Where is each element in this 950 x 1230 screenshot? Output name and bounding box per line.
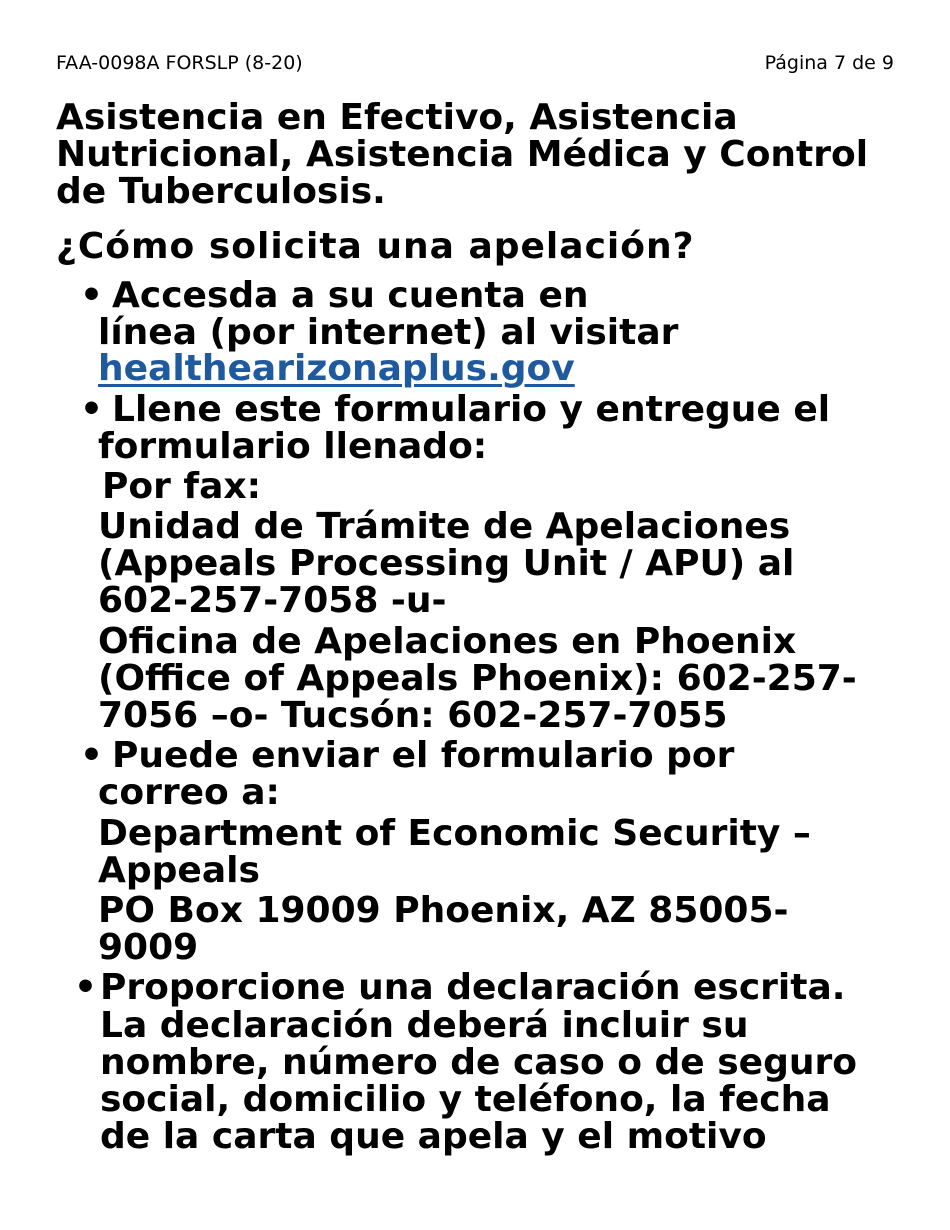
apu-fax-text: (Appeals Processing Unit / APU) al (98, 543, 795, 584)
mail-address-line: PO Box 19009 Phoenix, AZ 85005- (98, 890, 789, 931)
title-line: Nutricional, Asistencia Médica y Control (56, 134, 869, 175)
online-item-text: Accesda a su cuenta en (112, 275, 589, 316)
bullet-icon: • (80, 389, 104, 430)
bullet-icon: • (74, 967, 98, 1008)
office-fax-text: (Office of Appeals Phoenix): 602-257- (98, 658, 857, 699)
healthearizonaplus-link[interactable]: healthearizonaplus.gov (98, 348, 575, 389)
page-header (56, 52, 894, 76)
section-heading: ¿Cómo solicita una apelación? (56, 226, 695, 267)
statement-item-text: nombre, número de caso o de seguro (100, 1042, 857, 1083)
fax-label: Por fax: (102, 466, 261, 507)
fax-item-text: formulario llenado: (98, 426, 488, 467)
bullet-icon: • (80, 275, 104, 316)
mail-address-line: 9009 (98, 927, 199, 968)
mail-item-text: Puede enviar el formulario por (112, 735, 735, 776)
bullet-icon: • (80, 735, 104, 776)
mail-address-line: Department of Economic Security – (98, 813, 811, 854)
form-code: FAA-0098A FORSLP (8-20) (56, 52, 303, 74)
page-title (56, 99, 916, 210)
apu-fax-number: 602-257-7058 -u- (98, 580, 447, 621)
title-line: de Tuberculosis. (56, 171, 386, 212)
office-fax-number: 7056 –o- Tucsón: 602-257-7055 (98, 695, 728, 736)
statement-item-text: Proporcione una declaración escrita. (100, 967, 846, 1008)
statement-item-text: La declaración deberá incluir su (100, 1005, 749, 1046)
fax-item-text: Llene este formulario y entregue el (112, 389, 831, 430)
online-item-text: línea (por internet) al visitar (98, 312, 679, 353)
statement-item-text: social, domicilio y teléfono, la fecha (100, 1079, 831, 1120)
page-number: Página 7 de 9 (764, 52, 894, 74)
statement-item-text: de la carta que apela y el motivo (100, 1116, 767, 1157)
mail-item-text: correo a: (98, 772, 280, 813)
apu-fax-text: Unidad de Trámite de Apelaciones (98, 506, 791, 547)
mail-address-line: Appeals (98, 850, 260, 891)
title-line: Asistencia en Efectivo, Asistencia (56, 97, 738, 138)
office-fax-text: Oficina de Apelaciones en Phoenix (98, 621, 797, 662)
